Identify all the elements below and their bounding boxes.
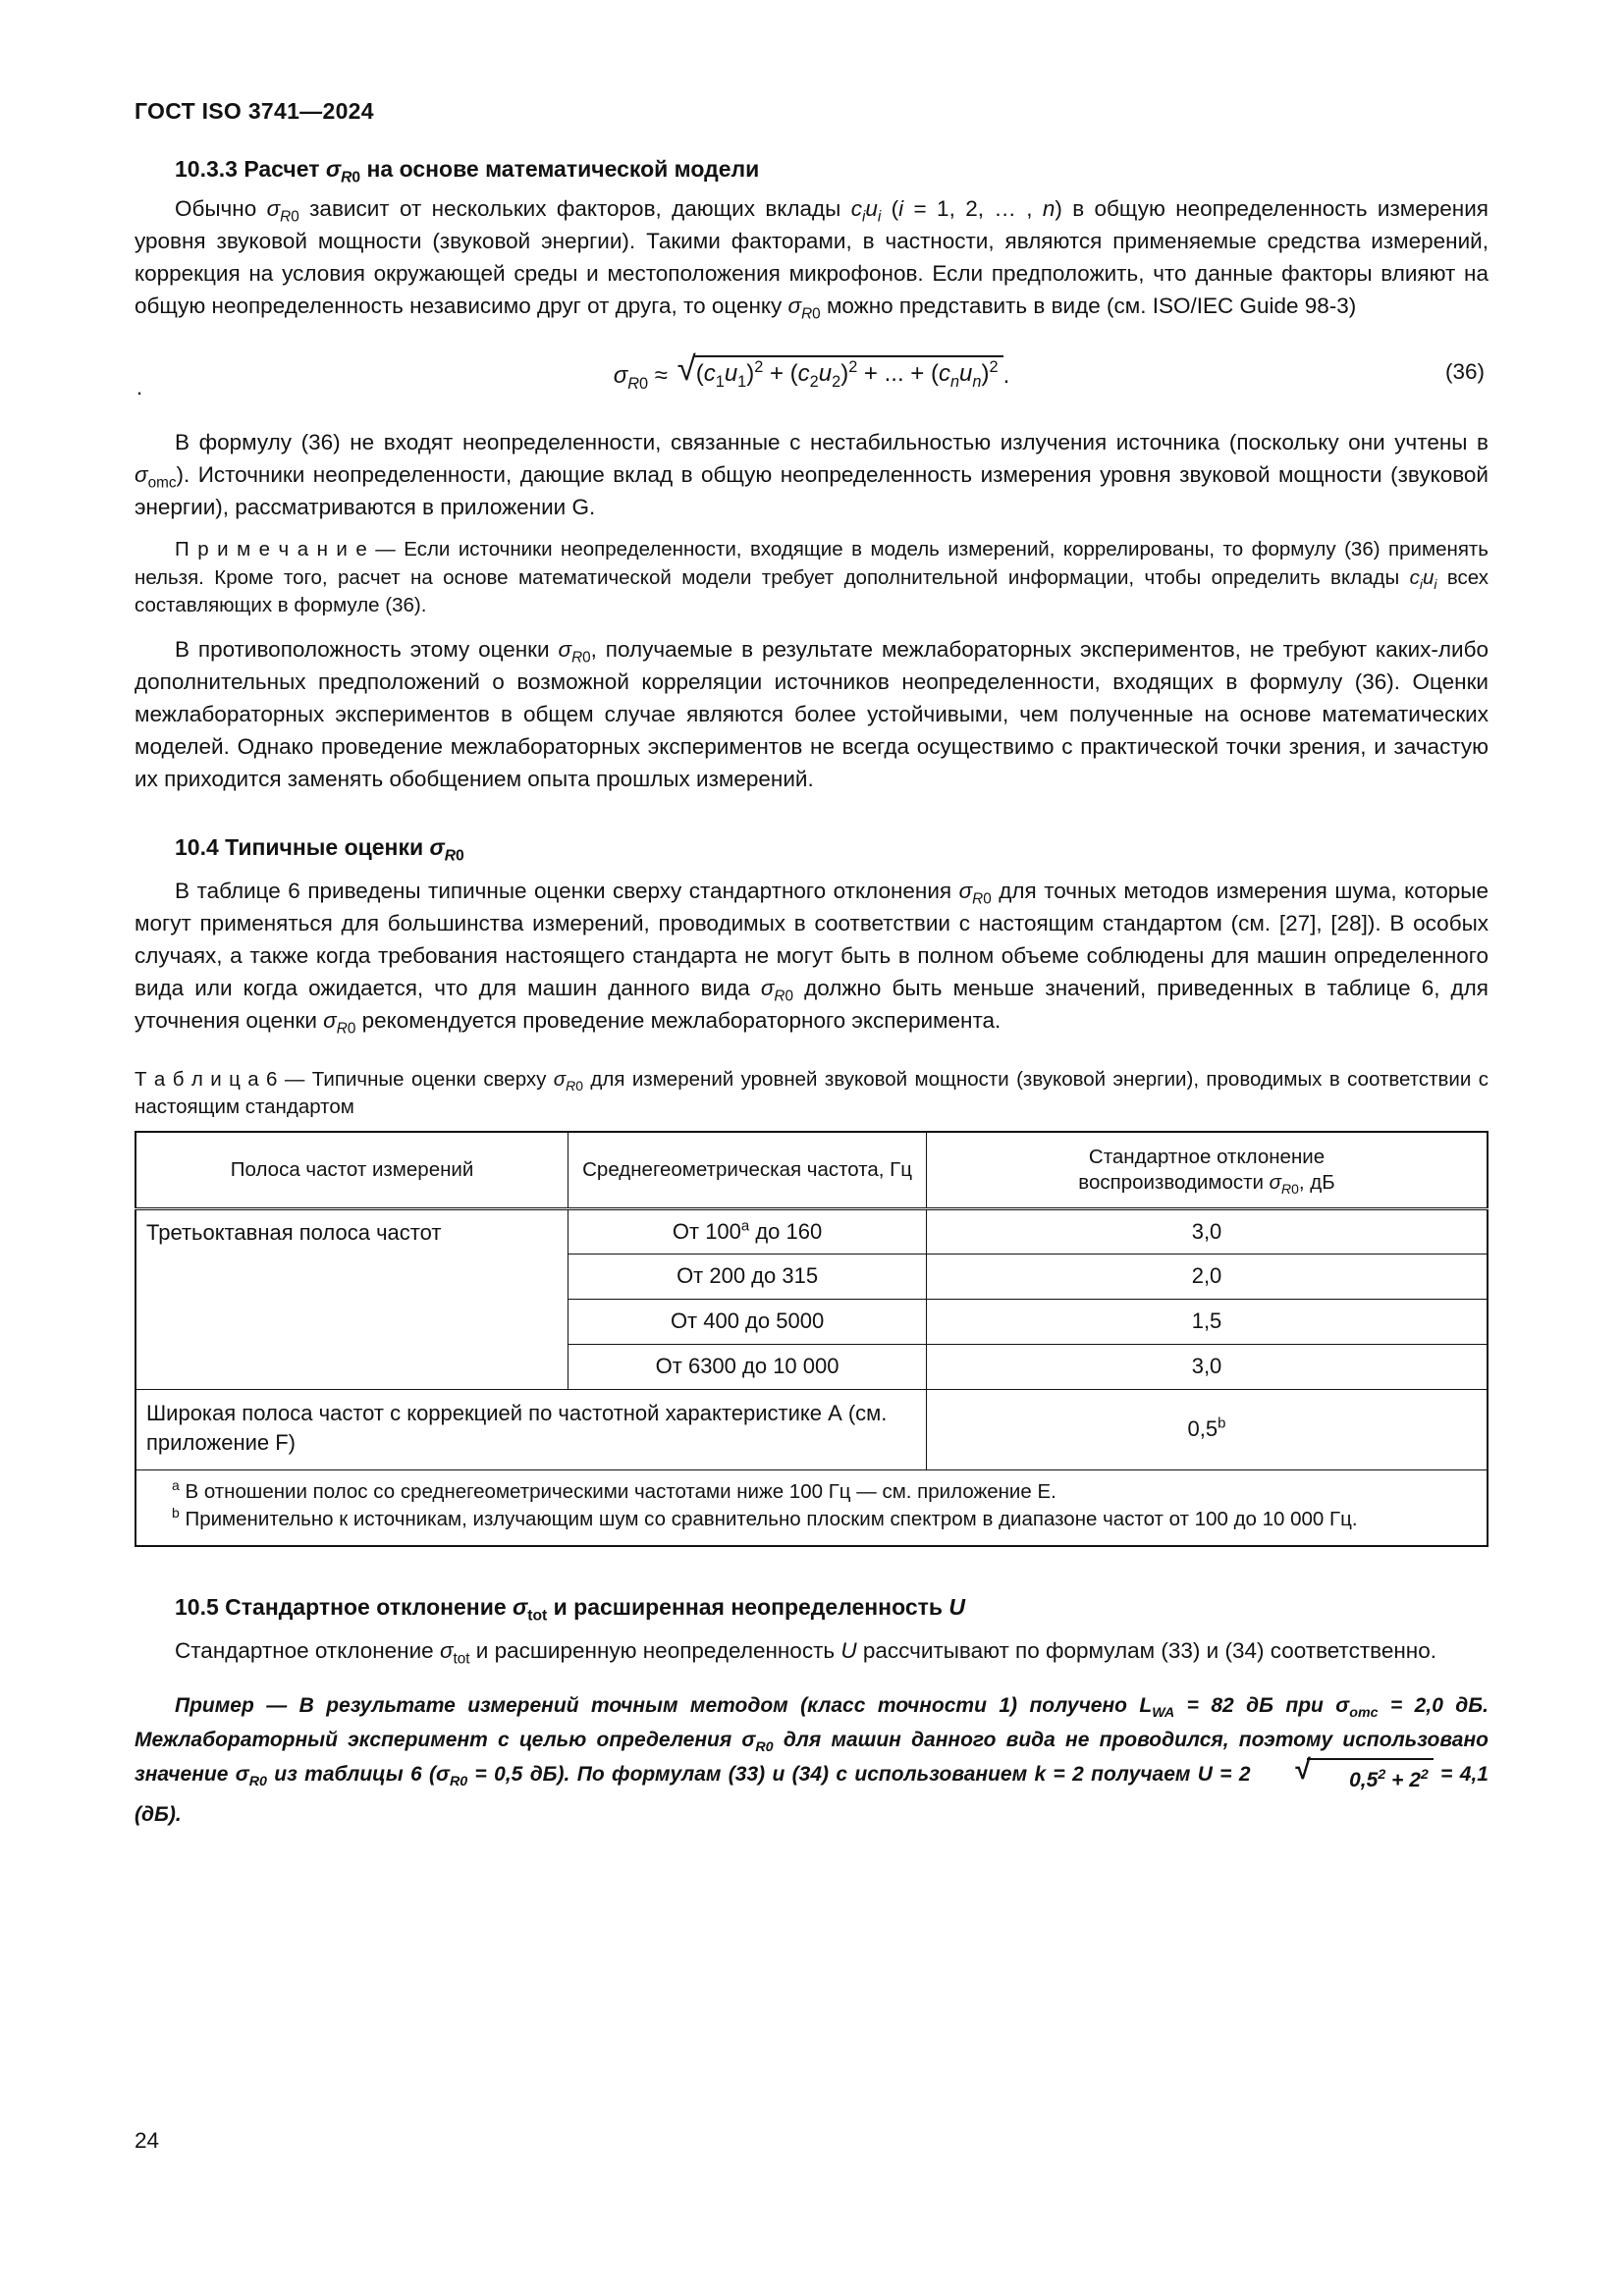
- paragraph: В таблице 6 приведены типичные оценки сверху стандартного отклонения $\sigma_{R0}$ для точных методов измерения шума, которые могут применяться для большинства измерений, проводимых в соответствии с настоящим стандартом (см. [27], [28]). В особых случаях, а также когда требования настоящего стандарта не могут быть в полном объеме соблюдены для машин определенного вида или когда ожидается, что для машин данного вида $\sigma_{R0}$ должно быть меньше значений, приведенных в таблице 6, для уточнения оценки $\sigma_{R0}$ рекомендуется проведение межлабораторного эксперимента.: [135, 878, 1489, 1037]
- frequency-cell: От 6300 до 10 000: [568, 1344, 927, 1389]
- running-header: ГОСТ ISO 3741—2024: [135, 98, 374, 124]
- column-header-frequency: Среднегеометрическая частота, Гц: [568, 1132, 927, 1209]
- paragraph: Обычно $\sigma_{R0}$ зависит от нескольких факторов, дающих вклады $c_iu_i$ (i = 1, 2, … , n) в общую неопределенность измерения уровня звуковой мощности (звуковой энергии). Такими факторами, в частности, являются применяемые средства измерений, коррекция на условия окружающей среды и местоположения микрофонов. Если предположить, что данные факторы влияют на общую неопределенность независимо друг от друга, то оценку $\sigma_{R0}$ можно представить в виде (см. ISO/IEC Guide 98-3): [135, 196, 1489, 323]
- table-header-row: [135, 1132, 1488, 1209]
- column-header-band: Полоса частот измерений: [135, 1132, 568, 1209]
- wide-band-cell: Широкая полоса частот с коррекцией по частотной характеристике А (см. приложение F): [135, 1389, 927, 1469]
- stray-dot: .: [136, 375, 143, 400]
- page-number: 24: [135, 2128, 160, 2153]
- sigma-value-cell: 3,0: [927, 1208, 1488, 1254]
- note: П р и м е ч а н и е — Если источники неопределенности, входящие в модель измерений, коррелированы, то формулу (36) применять нельзя. Кроме того, расчет на основе математической модели требует дополнительной информации, чтобы определить вклады $c_iu_i$ всех составляющих в формуле (36).: [135, 538, 1489, 616]
- section-10-3-3: [135, 156, 1489, 795]
- formula-lhs: $\sigma_{R0}$ ≈: [613, 361, 675, 393]
- sigma-value-cell: 2,0: [927, 1254, 1488, 1299]
- column-header-sigma: Стандартное отклонение воспроизводимости $\sigma_{R0}$, дБ: [927, 1132, 1488, 1209]
- heading-10-4: 10.4 Типичные оценки $\sigma_{R0}$: [175, 833, 464, 865]
- radicand: $(c_1u_1)^2 + (c_2u_2)^2$ + ... + $(c_nu_n)^2$: [694, 355, 1003, 388]
- table-6-caption: Т а б л и ц а 6 — Типичные оценки сверху $\sigma_{R0}$ для измерений уровней звуковой мощности (звуковой энергии), проводимых в соответствии с настоящим стандартом: [135, 1067, 1489, 1118]
- paragraph: В формулу (36) не входят неопределенности, связанные с нестабильностью излучения источника (поскольку они учтены в $\sigma_{omc}$). Источники неопределенности, дающие вклад в общую неопределенность измерения уровня звуковой мощности (звуковой энергии), рассматриваются в приложении G.: [135, 430, 1489, 519]
- section-10-5: [135, 1594, 1489, 1832]
- table-row: [135, 1208, 1488, 1254]
- table-6: [135, 1131, 1489, 1547]
- radical-sign: √: [677, 348, 696, 388]
- frequency-cell: От 200 до 315: [568, 1254, 927, 1299]
- heading-10-3-3: 10.3.3 Расчет $\sigma_{R0}$ на основе математической модели: [175, 156, 760, 187]
- table-row: [135, 1389, 1488, 1469]
- footnote-b: $^b$ Применительно к источникам, излучающим шум со сравнительно плоским спектром в диапазоне частот от 100 до 10 000 Гц.: [172, 1504, 1358, 1530]
- formula-tail: .: [1002, 361, 1010, 389]
- wide-band-value-cell: 0,5$^b$: [927, 1389, 1488, 1469]
- frequency-cell: От 100$^a$ до 160: [568, 1208, 927, 1254]
- band-group-cell: Третьоктавная полоса частот: [135, 1208, 568, 1389]
- footnote-a: $^a$ В отношении полос со среднегеометрическими частотами ниже 100 Гц — см. приложение Е.: [172, 1476, 1056, 1503]
- frequency-cell: От 400 до 5000: [568, 1299, 927, 1344]
- table-footnotes-row: [135, 1469, 1488, 1546]
- formula-36: [135, 340, 1489, 404]
- paragraph: Стандартное отклонение $\sigma_{tot}$ и расширенную неопределенность U рассчитывают по формулам (33) и (34) соответственно.: [175, 1637, 1436, 1667]
- sigma-value-cell: 1,5: [927, 1299, 1488, 1344]
- formula-36-expression: [613, 348, 1010, 393]
- heading-10-5: 10.5 Стандартное отклонение $\sigma_{tot}$ и расширенная неопределенность U: [175, 1593, 966, 1625]
- section-10-4: [135, 834, 1489, 1547]
- paragraph: В противоположность этому оценки $\sigma_{R0}$, получаемые в результате межлабораторных экспериментов, не требуют каких-либо дополнительных предположений о возможной корреляции источников неопределенности, входящих в формулу (36). Оценки межлабораторных экспериментов в общем случае являются более устойчивыми, чем полученные на основе математических моделей. Однако проведение межлабораторных экспериментов не всегда осуществимо с практической точки зрения, и зачастую их приходится заменять обобщением опыта прошлых измерений.: [135, 636, 1489, 791]
- sigma-value-cell: 3,0: [927, 1344, 1488, 1389]
- footnotes-cell: [135, 1469, 1488, 1546]
- formula-36-number: (36): [1444, 359, 1485, 384]
- example-paragraph: Пример — В результате измерений точным методом (класс точности 1) получено $L_{WA} = 82$ дБ при $\sigma_{omc} = 2,0$ дБ. Межлабораторный эксперимент с целью определения $\sigma_{R0}$ для машин данного вида не проводился, поэтому использовано значение $\sigma_{R0}$ из таблицы 6 ($\sigma_{R0} = 0,5$ дБ). По формулам (33) и (34) с использованием k = 2 получаем U = 2 √ $0,5^2 + 2^2$ = 4,1 (дБ).: [135, 1693, 1489, 1826]
- square-root: [677, 348, 1003, 391]
